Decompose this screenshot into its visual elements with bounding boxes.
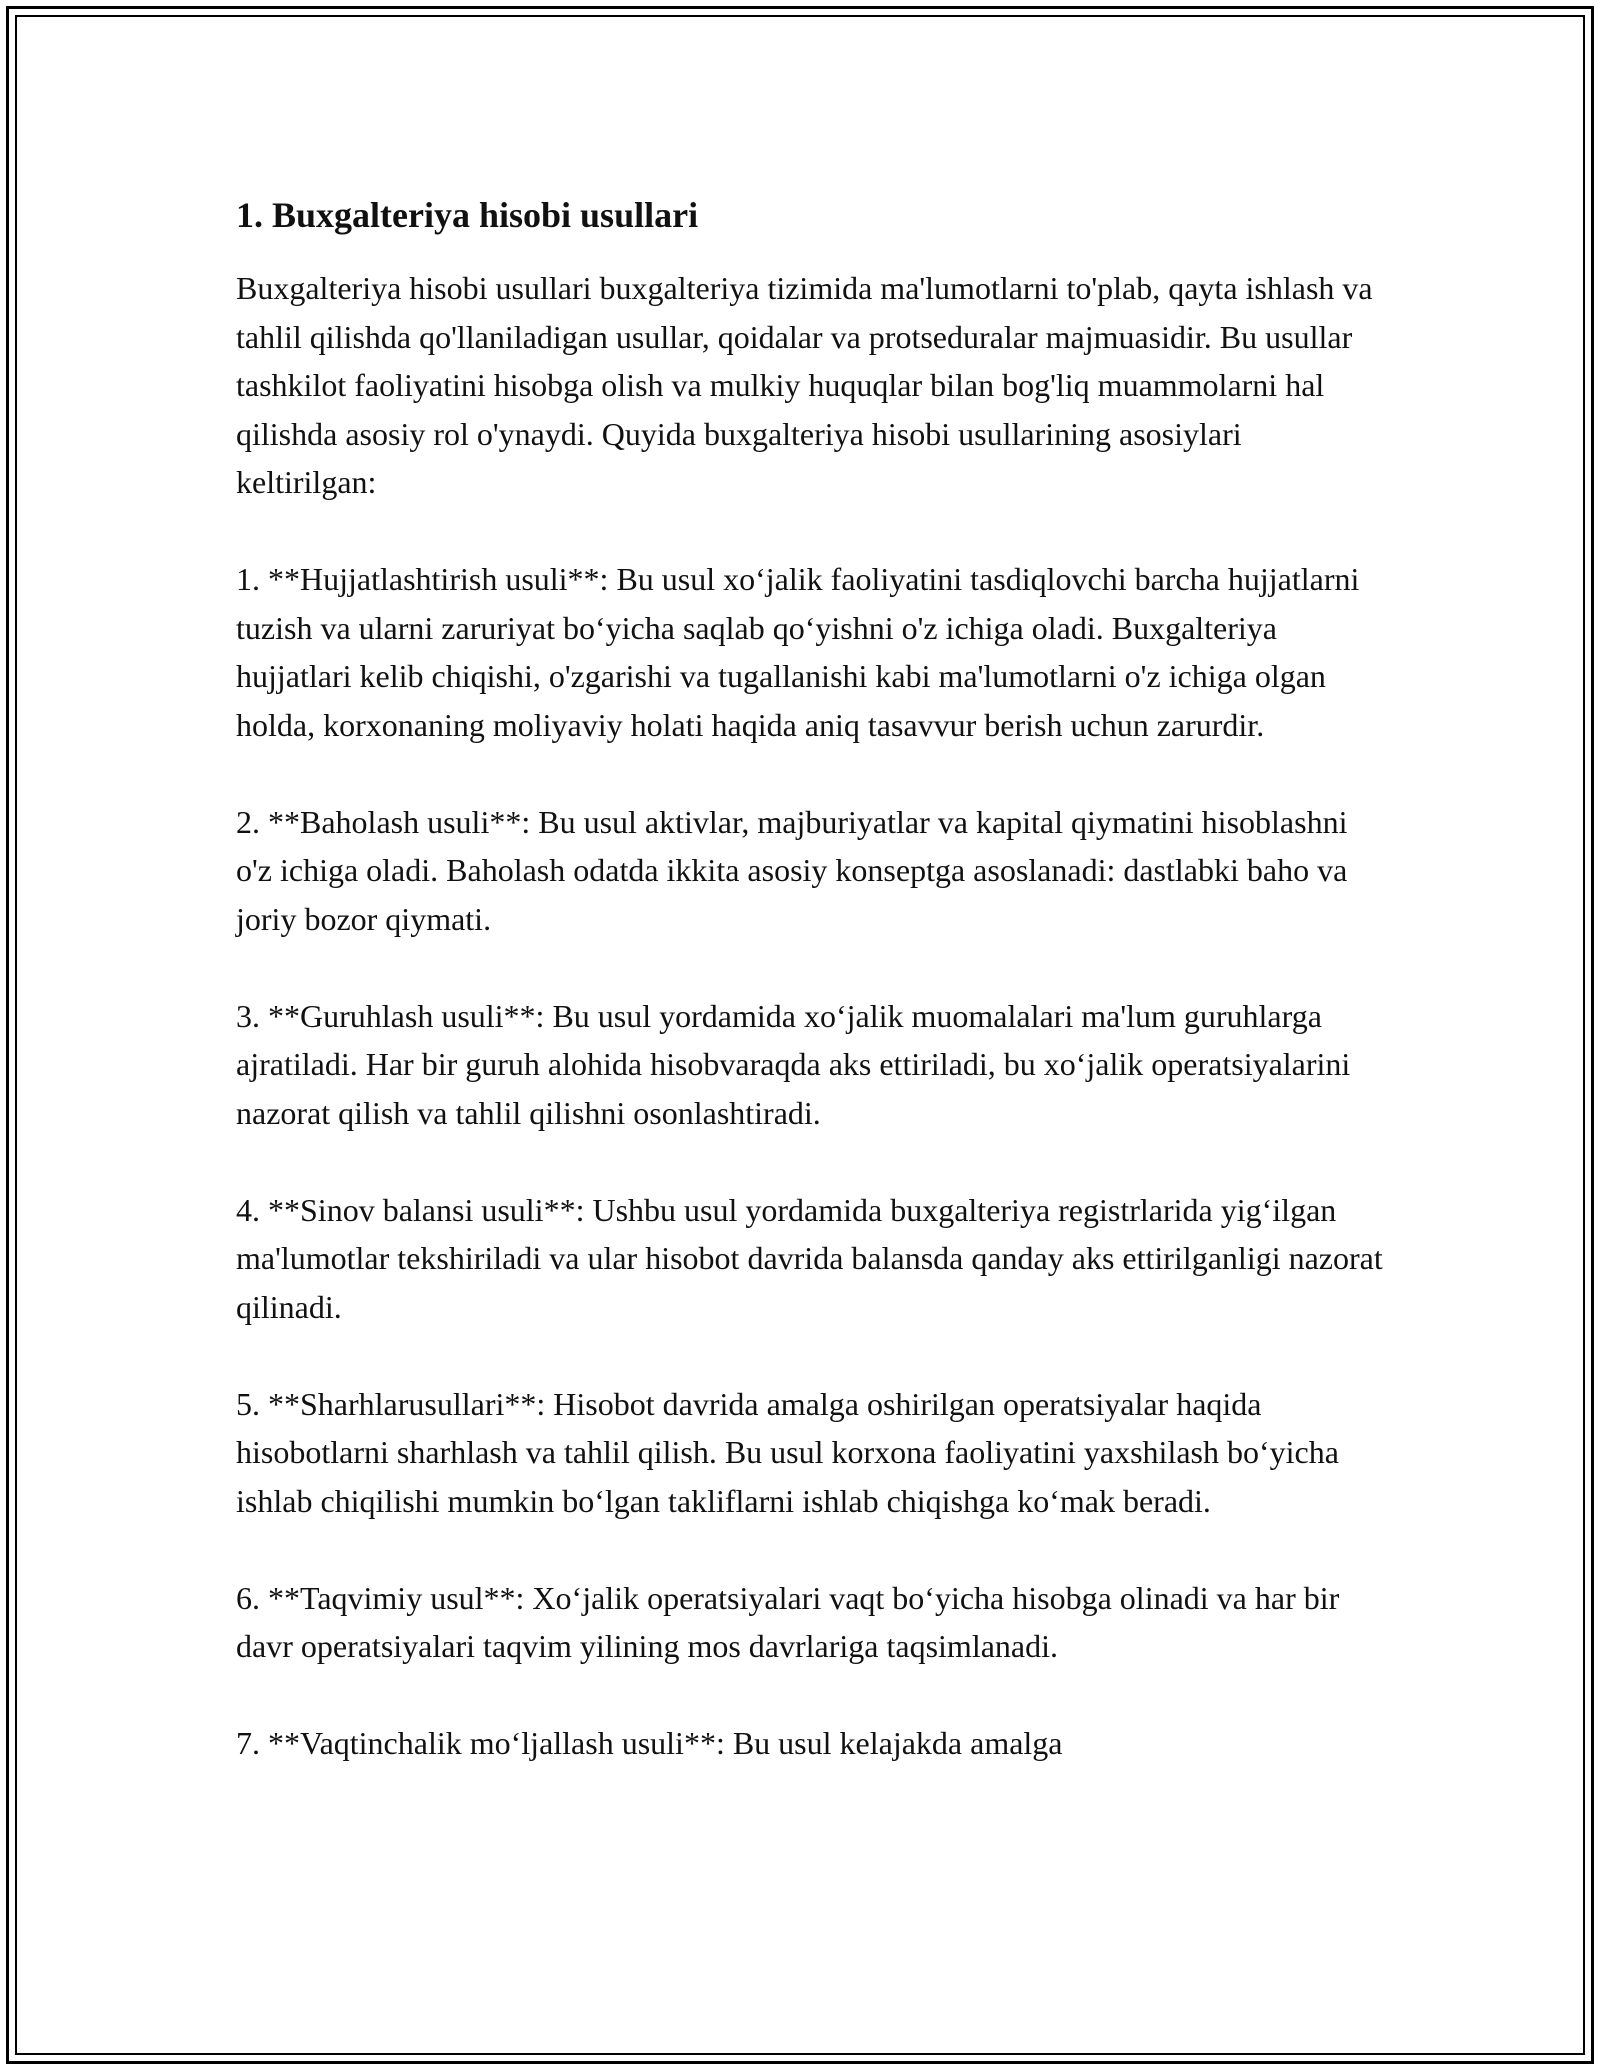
intro-paragraph: Buxgalteriya hisobi usullari buxgalteriya tizimida ma'lumotlarni to'plab, qayta ishlash va tahlil qilishda qo'llaniladigan usullar, qoidalar va protseduralar majmuasidir. Bu usullar tashkilot faoliyatini hisobga olish va mulkiy huquqlar bilan bog'liq muammolarni hal qilishda asosiy rol o'ynaydi. Quyida buxgalteriya hisobi usullarining asosiylari keltirilgan: <box>236 270 1373 500</box>
list-item-5: 5. **Sharhlarusullari**: Hisobot davrida amalga oshirilgan operatsiyalar haqida hisobotlarni sharhlash va tahlil qilish. Bu usul korxona faoliyatini yaxshilash boʻyicha ishlab chiqilishi mumkin boʻlgan takliflarni ishlab chiqishga koʻmak beradi. <box>236 1385 1339 1519</box>
list-item-7: 7. **Vaqtinchalik moʻljallash usuli**: Bu usul kelajakda amalga <box>236 1725 1063 1761</box>
list-item-3: 3. **Guruhlash usuli**: Bu usul yordamida xoʻjalik muomalalari ma'lum guruhlarga ajratiladi. Har bir guruh alohida hisobvaraqda aks ettiriladi, bu xoʻjalik operatsiyalarini nazorat qilish va tahlil qilishni osonlashtiradi. <box>236 997 1351 1131</box>
list-item-6: 6. **Taqvimiy usul**: Xoʻjalik operatsiyalari vaqt boʻyicha hisobga olinadi va har bir davr operatsiyalari taqvim yilining mos davrlariga taqsimlanadi. <box>236 1579 1340 1664</box>
section-heading: 1. Buxgalteriya hisobi usullari <box>236 195 699 235</box>
document-body <box>236 186 1386 1768</box>
list-item-1: 1. **Hujjatlashtirish usuli**: Bu usul xoʻjalik faoliyatini tasdiqlovchi barcha hujjatlarni tuzish va ularni zaruriyat boʻyicha saqlab qoʻyishni o'z ichiga oladi. Buxgalteriya hujjatlari kelib chiqishi, o'zgarishi va tugallanishi kabi ma'lumotlarni o'z ichiga olgan holda, korxonaning moliyaviy holati haqida aniq tasavvur berish uchun zarurdir. <box>236 561 1360 743</box>
list-item-2: 2. **Baholash usuli**: Bu usul aktivlar, majburiyatlar va kapital qiymatini hisoblashni o'z ichiga oladi. Baholash odatda ikkita asosiy konseptga asoslanadi: dastlabki baho va joriy bozor qiymati. <box>236 803 1348 937</box>
list-item-4: 4. **Sinov balansi usuli**: Ushbu usul yordamida buxgalteriya registrlarida yigʻilgan ma'lumotlar tekshiriladi va ular hisobot davrida balansda qanday aks ettirilganligi nazorat qilinadi. <box>236 1191 1383 1325</box>
